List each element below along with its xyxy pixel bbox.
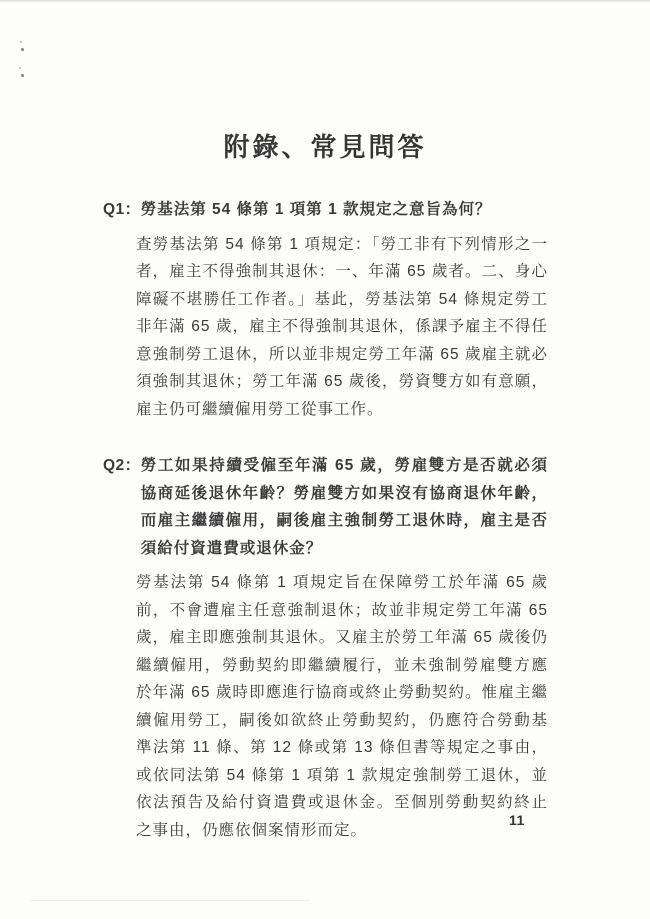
qa1-question-text: 勞基法第 54 條第 1 項第 1 款規定之意旨為何？ xyxy=(140,201,492,218)
qa2-question-text: 勞工如果持續受僱至年滿 65 歲，勞雇雙方是否就必須協商延後退休年齡？勞雇雙方如果沒有協商退休年齡，而雇主繼續僱用，嗣後雇主強制勞工退休時，雇主是否須給付資遣費或退休金？ xyxy=(140,457,548,557)
scan-edge-artifact xyxy=(0,0,650,3)
qa2-label: Q2： xyxy=(103,457,141,474)
scan-streak-artifact xyxy=(30,900,310,901)
qa1-label: Q1： xyxy=(103,201,141,218)
scan-speck xyxy=(21,48,24,51)
page-title: 附錄、常見問答 xyxy=(223,132,427,162)
scan-speck xyxy=(20,41,22,43)
qa1-question-row xyxy=(103,196,548,224)
document-body xyxy=(0,166,650,844)
qa-item-1 xyxy=(103,196,548,423)
qa-item-2 xyxy=(103,452,548,844)
qa2-question-row xyxy=(103,452,548,562)
scan-speck xyxy=(21,74,24,77)
qa1-answer-text: 查勞基法第 54 條第 1 項規定：「勞工非有下列情形之一者，雇主不得強制其退休：一、年滿 65 歲者。二、身心障礙不堪勝任工作者。」基此，勞基法第 54 條規定勞工非年滿 65 歲，雇主不得強制其退休，係課予雇主不得任意強制勞工退休，所以並非規定勞工年滿 65 歲雇主就必須強制其退休；勞工年滿 65 歲後，勞資雙方如有意願，雇主仍可繼續僱用勞工從事工作。 xyxy=(136,235,548,418)
scan-speck xyxy=(19,67,21,69)
qa2-answer-text: 勞基法第 54 條第 1 項規定旨在保障勞工於年滿 65 歲前，不會遭雇主任意強制退休；故並非規定勞工年滿 65 歲，雇主即應強制其退休。又雇主於勞工年滿 65 歲後仍繼續僱用，勞動契約即繼續履行，並未強制勞雇雙方應於年滿 65 歲時即應進行協商或終止勞動契約。惟雇主繼續僱用勞工，嗣後如欲終止勞動契約，仍應符合勞動基準法第 11 條、第 12 條或第 13 條但書等規定之事由，或依同法第 54 條第 1 項第 1 款規定強制勞工退休，並依法預告及給付資遣費或退休金。至個別勞動契約終止之事由，仍應依個案情形而定。 xyxy=(136,574,548,839)
page-number: 11 xyxy=(509,812,525,828)
